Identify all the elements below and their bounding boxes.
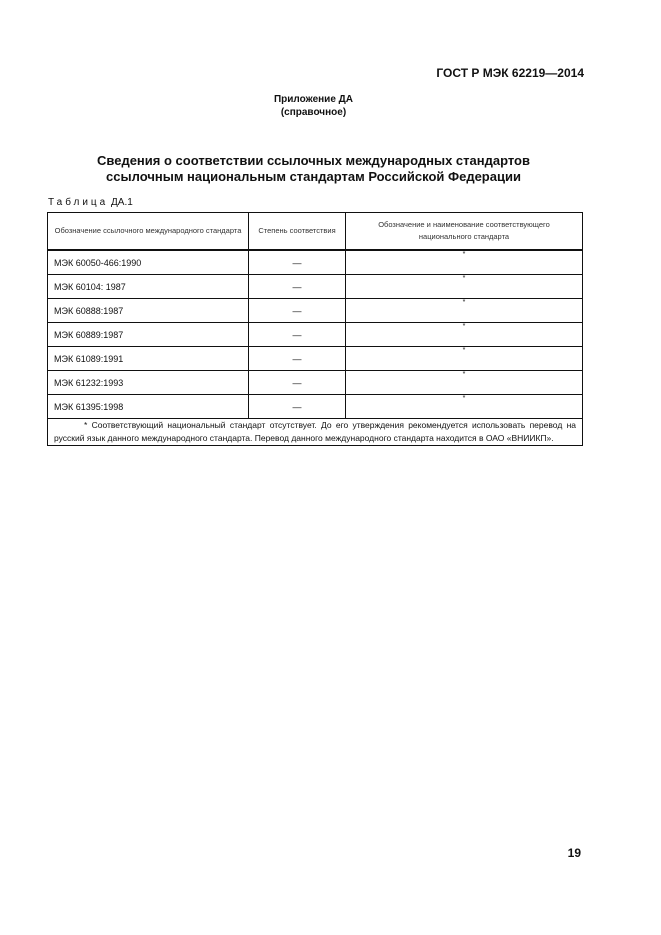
cell-national: * — [346, 299, 583, 323]
cell-national: * — [346, 347, 583, 371]
page-number: 19 — [567, 846, 581, 860]
cell-standard: МЭК 60889:1987 — [48, 323, 249, 347]
table-caption-number: ДА.1 — [111, 197, 133, 208]
table-row — [48, 395, 583, 419]
cell-degree: — — [249, 395, 346, 419]
cell-degree: — — [249, 323, 346, 347]
cell-national: * — [346, 250, 583, 275]
table-header-row — [48, 213, 583, 251]
cell-standard: МЭК 60104: 1987 — [48, 275, 249, 299]
header-degree: Степень соответствия — [249, 213, 346, 251]
table-row — [48, 323, 583, 347]
table-row — [48, 371, 583, 395]
table-row — [48, 347, 583, 371]
cell-standard: МЭК 60050-466:1990 — [48, 250, 249, 275]
table-caption-prefix: Таблица — [48, 197, 109, 208]
cell-degree: — — [249, 250, 346, 275]
header-international-standard: Обозначение ссылочного международного стандарта — [48, 213, 249, 251]
appendix-type: (справочное) — [280, 107, 347, 118]
cell-standard: МЭК 61232:1993 — [48, 371, 249, 395]
section-title — [0, 153, 627, 185]
section-title-line1: Сведения о соответствии ссылочных международных стандартов — [97, 153, 530, 168]
table-caption — [48, 197, 133, 208]
table-row — [48, 250, 583, 275]
cell-national: * — [346, 323, 583, 347]
table-row — [48, 299, 583, 323]
section-title-line2: ссылочным национальным стандартам Российской Федерации — [106, 169, 521, 184]
cell-degree: — — [249, 299, 346, 323]
appendix-heading — [0, 93, 627, 119]
table-footnote: * Соответствующий национальный стандарт отсутствует. До его утверждения рекомендуется использовать перевод на русский язык данного международного стандарта. Перевод данного международного стандарта находится в ОАО «ВНИИКП». — [48, 419, 583, 446]
cell-standard: МЭК 61089:1991 — [48, 347, 249, 371]
cell-degree: — — [249, 371, 346, 395]
appendix-label: Приложение ДА — [273, 94, 354, 105]
cell-degree: — — [249, 347, 346, 371]
cell-national: * — [346, 371, 583, 395]
document-code: ГОСТ Р МЭК 62219—2014 — [436, 66, 584, 80]
header-national-standard: Обозначение и наименование соответствующего национального стандарта — [346, 213, 583, 251]
cell-degree: — — [249, 275, 346, 299]
cell-national: * — [346, 395, 583, 419]
cell-standard: МЭК 61395:1998 — [48, 395, 249, 419]
table-footnote-row — [48, 419, 583, 446]
cell-national: * — [346, 275, 583, 299]
reference-standards-table — [47, 212, 583, 446]
cell-standard: МЭК 60888:1987 — [48, 299, 249, 323]
table-row — [48, 275, 583, 299]
